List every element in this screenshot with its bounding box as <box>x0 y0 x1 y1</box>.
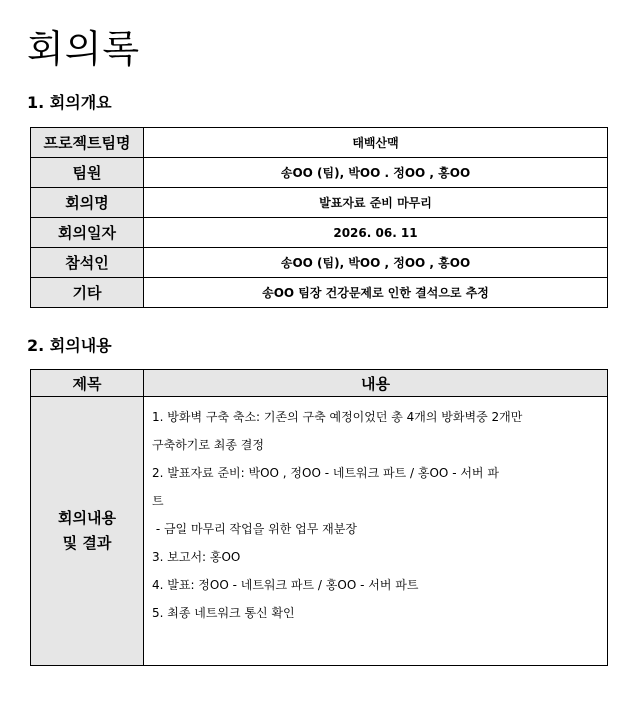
row-label: 팀원 <box>31 158 144 188</box>
table-row <box>31 278 608 308</box>
row-value: 송OO (팀), 박OO . 정OO , 홍OO <box>144 158 608 188</box>
table-row <box>31 248 608 278</box>
section-heading-overview: 1. 회의개요 <box>27 93 112 112</box>
content-line: 4. 발표: 정OO - 네트워크 파트 / 홍OO - 서버 파트 <box>152 578 419 592</box>
table-row <box>31 218 608 248</box>
content-line: 트 <box>152 494 164 508</box>
row-label: 프로젝트팀명 <box>31 128 144 158</box>
table-header-row <box>31 370 608 397</box>
document-title: 회의록 <box>27 27 141 71</box>
row-label: 회의명 <box>31 188 144 218</box>
content-line: 1. 방화벽 구축 축소: 기존의 구축 예정이었던 총 4개의 방화벽중 2개만 <box>152 410 523 424</box>
row-label-line: 회의내용 <box>58 508 116 527</box>
row-value: 송OO 팀장 건강문제로 인한 결석으로 추정 <box>144 278 608 308</box>
section-heading-content: 2. 회의내용 <box>27 336 112 355</box>
content-line: 2. 발표자료 준비: 박OO , 정OO - 네트워크 파트 / 홍OO - 서버 파 <box>152 466 499 480</box>
overview-table <box>30 127 608 308</box>
row-value: 2026. 06. 11 <box>144 218 608 248</box>
row-value: 발표자료 준비 마무리 <box>144 188 608 218</box>
content-line: 3. 보고서: 홍OO <box>152 550 241 564</box>
header-content: 내용 <box>144 370 608 397</box>
header-title: 제목 <box>31 370 144 397</box>
content-row-label <box>31 397 144 666</box>
row-value: 송OO (팀), 박OO , 정OO , 홍OO <box>144 248 608 278</box>
table-row <box>31 397 608 666</box>
row-label-line: 및 결과 <box>62 534 112 552</box>
row-label: 기타 <box>31 278 144 308</box>
meeting-content-table <box>30 369 608 666</box>
content-line: 구축하기로 최종 결정 <box>152 438 264 452</box>
content-body <box>144 397 608 666</box>
content-line: - 금일 마무리 작업을 위한 업무 재분장 <box>152 522 357 536</box>
content-line: 5. 최종 네트워크 통신 확인 <box>152 606 295 620</box>
row-value: 태백산맥 <box>144 128 608 158</box>
row-label: 회의일자 <box>31 218 144 248</box>
table-row <box>31 128 608 158</box>
row-label: 참석인 <box>31 248 144 278</box>
table-row <box>31 188 608 218</box>
table-row <box>31 158 608 188</box>
